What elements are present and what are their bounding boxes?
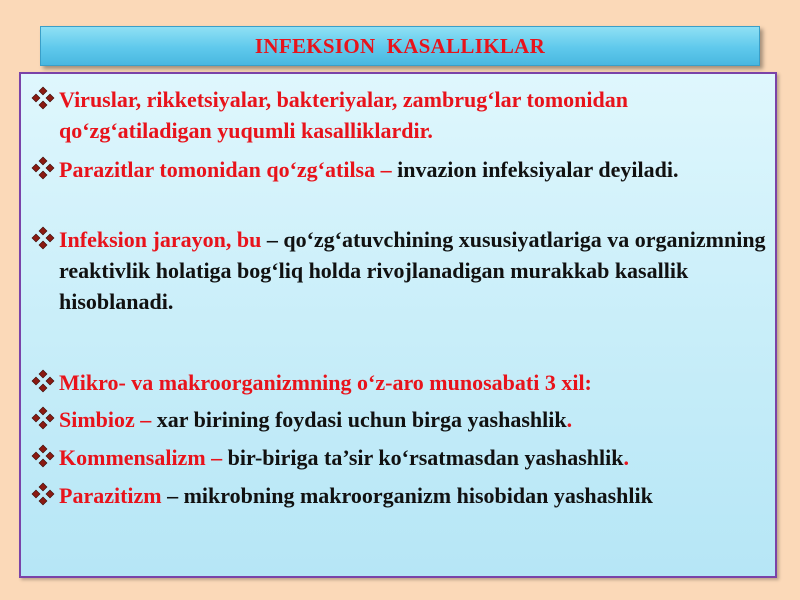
bullet-red-text: Mikro- va makroorganizmning o‘z-aro munosabati 3 xil: xyxy=(59,370,592,395)
bullet-item xyxy=(31,84,769,146)
bullet-black-text: – qo‘zg‘atuvchining xususiyatlariga va organizmning reaktivlik holatiga bog‘liq holda rivojlanadigan murakkab kasallik hisoblanadi. xyxy=(59,227,766,314)
bullet-red-text: Viruslar, rikketsiyalar, bakteriyalar, zambrug‘lar tomonidan qo‘zg‘atiladigan yuqumli kasalliklardir. xyxy=(59,87,628,143)
bullet-item xyxy=(31,480,769,511)
bullet-item xyxy=(31,224,769,317)
four-diamond-bullet-icon xyxy=(31,156,57,182)
four-diamond-bullet-icon xyxy=(31,406,57,432)
bullet-black-text: invazion infeksiyalar deyiladi. xyxy=(397,157,679,182)
bullet-black-text: xar birining foydasi uchun birga yashashlik xyxy=(156,407,567,432)
slide-title-bar xyxy=(40,26,760,66)
bullet-tail: . xyxy=(623,445,630,470)
bullet-item xyxy=(31,154,769,185)
four-diamond-bullet-icon xyxy=(31,226,57,252)
bullet-item xyxy=(31,442,769,473)
bullet-black-text: – mikrobning makroorganizm hisobidan yashashlik xyxy=(167,483,653,508)
bullet-red-text: Kommensalizm – xyxy=(59,445,228,470)
bullet-text xyxy=(59,367,592,398)
bullet-text xyxy=(59,154,678,185)
slide-title: INFEKSION KASALLIKLAR xyxy=(254,33,546,58)
bullet-red-text: Parazitlar tomonidan qo‘zg‘atilsa – xyxy=(59,157,398,182)
bullet-item xyxy=(31,367,769,398)
four-diamond-bullet-icon xyxy=(31,369,57,395)
bullet-tail: . xyxy=(566,407,573,432)
four-diamond-bullet-icon xyxy=(31,482,57,508)
four-diamond-bullet-icon xyxy=(31,444,57,470)
bullet-item xyxy=(31,404,769,435)
bullet-text xyxy=(59,404,572,435)
bullet-red-text: Infeksion jarayon, bu xyxy=(59,227,267,252)
bullet-black-text: bir-biriga ta’sir ko‘rsatmasdan yashashlik xyxy=(227,445,624,470)
bullet-text xyxy=(59,224,769,317)
bullet-text xyxy=(59,480,653,511)
bullet-red-text: Simbioz – xyxy=(59,407,157,432)
bullet-text xyxy=(59,442,629,473)
four-diamond-bullet-icon xyxy=(31,86,57,112)
bullet-red-text: Parazitizm xyxy=(59,483,168,508)
content-box xyxy=(19,72,777,578)
bullet-text xyxy=(59,84,769,146)
